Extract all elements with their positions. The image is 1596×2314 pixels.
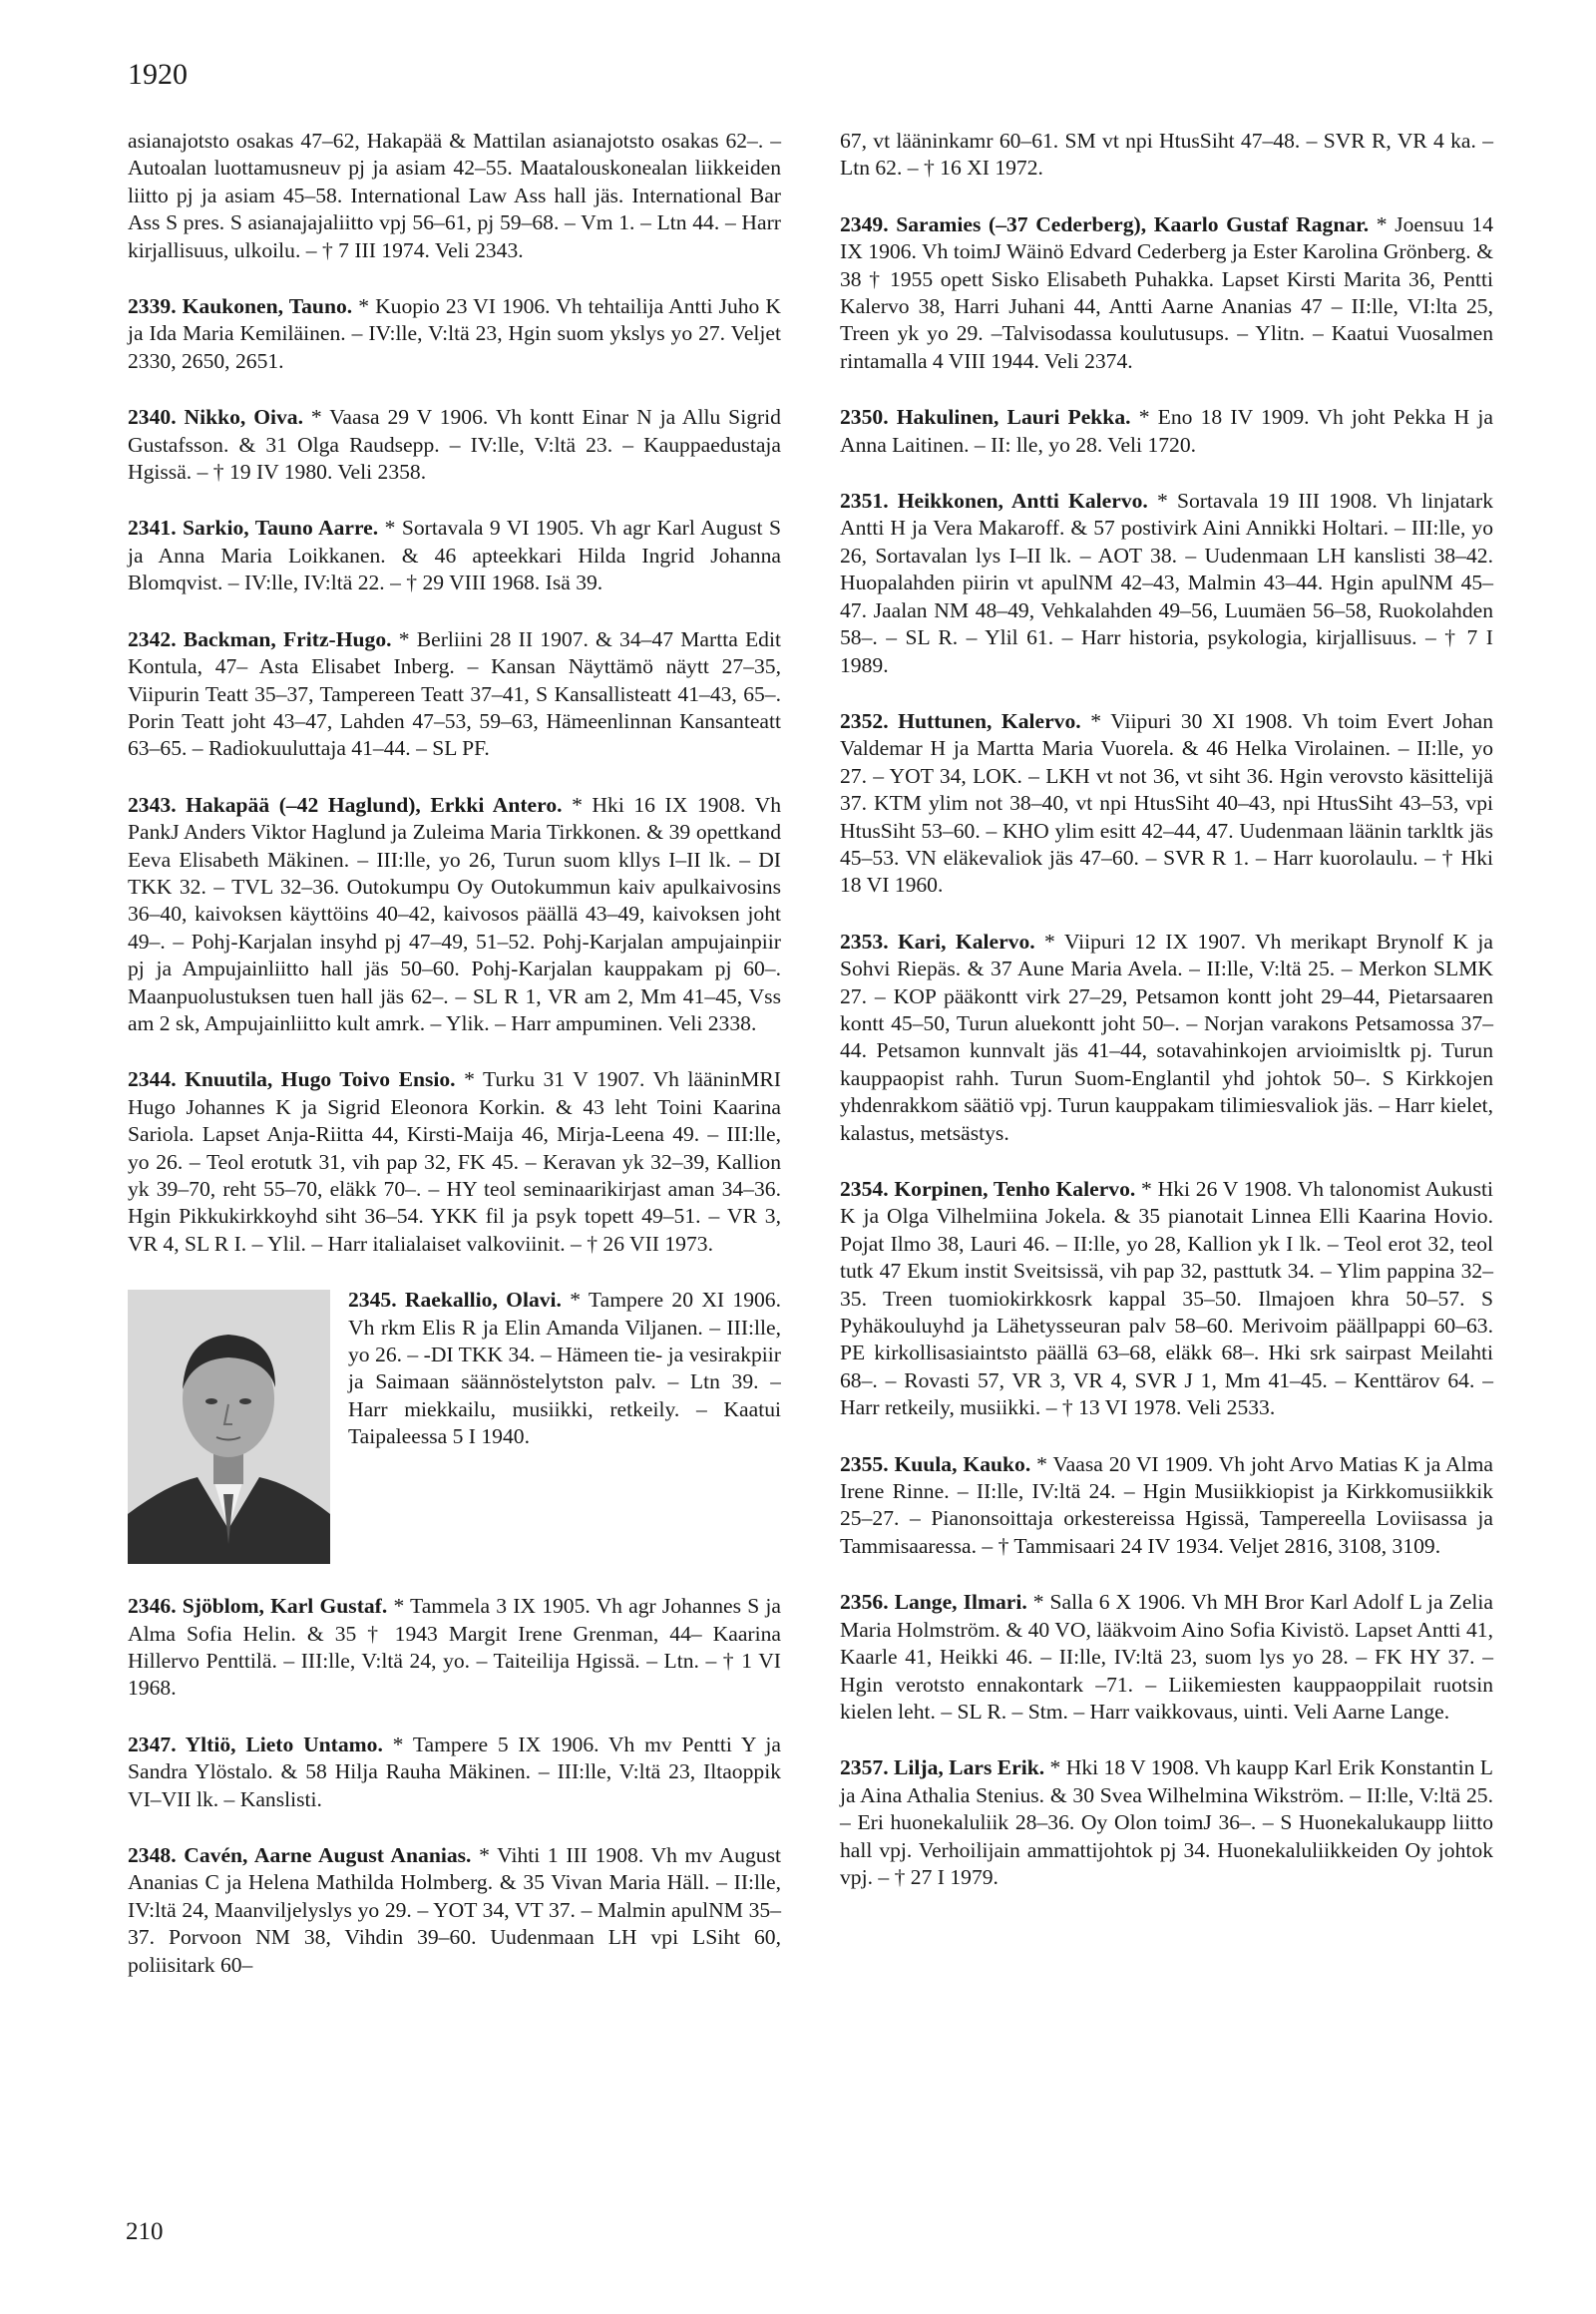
entry-body: * Tammela 3 IX 1905. Vh agr Johannes S ja Alma Sofia Helin. & 35 † 1943 Margit Irene Grenman, 44– Kaarina Hillervo Penttilä. – III:lle, V:ltä 24, yo. – Taiteilija Hgissä. – Ltn. – † 1 VI 1968.	[128, 1594, 781, 1701]
entry-heading: 2349. Saramies (–37 Cederberg), Kaarlo Gustaf Ragnar.	[840, 211, 1370, 236]
entry-heading: 2344. Knuutila, Hugo Toivo Ensio.	[128, 1067, 456, 1092]
entry-body: * Berliini 28 II 1907. & 34–47 Martta Edit Kontula, 47– Asta Elisabet Inberg. – Kansan Näyttämö näytt 27–35, Viipurin Teatt 35–37, Tampereen Teatt 37–41, S Kansallisteatt 41–43, 65–. Porin Teatt joht 43–47, Lahden 47–53, 59–63, Hämeenlinnan Kansanteatt 63–65. – Radiokuuluttaja 41–44. – SL PF.	[128, 626, 781, 761]
entry-2347	[128, 1732, 781, 1813]
entry-body: 67, vt lääninkamr 60–61. SM vt npi HtusSiht 47–48. – SVR R, VR 4 ka. – Ltn 62. – † 16 XI 1972.	[840, 129, 1493, 181]
entry-heading: 2343. Hakapää (–42 Haglund), Erkki Antero.	[128, 792, 563, 817]
entry-heading: 2341. Sarkio, Tauno Aarre.	[128, 516, 379, 541]
entry-2346	[128, 1593, 781, 1703]
entry-2352	[840, 708, 1493, 900]
entry-heading: 2339. Kaukonen, Tauno.	[128, 294, 353, 319]
entry-body: * Turku 31 V 1907. Vh lääninMRI Hugo Johannes K ja Sigrid Eleonora Korkin. & 43 leht Toini Kaarina Sariola. Lapset Anja-Riitta 44, Kirsti-Maija 46, Mirja-Leena 49. – III:lle, yo 26. – Teol erotutk 31, vih pap 32, FK 45. – Keravan yk 32–39, Kallion yk 39–70, reht 55–70, eläkk 70–. – HY teol seminaarikirjast aman 34–36. Hgin Pikkukirkkoyhd siht 36–54. YKK fil ja psyk topett 49–51. – VR 3, VR 4, SL R I. – Ylil. – Harr italialaiset valkoviinit. – † 26 VII 1973.	[128, 1067, 781, 1256]
entry-body: * Hki 18 V 1908. Vh kaupp Karl Erik Konstantin L ja Aina Athalia Stenius. & 30 Svea Wilhelmina Wikström. – II:lle, V:ltä 25. – Eri huonekaluliik 28–36. Oy Olon toimJ 36–. – S Huonekalukaupp liitto hall vpj. Verhoilijain ammattijohtok pj 34. Huonekaluliikkeiden Oy johtok vpj. – † 27 I 1979.	[840, 1755, 1493, 1889]
entry-body: * Kuopio 23 VI 1906. Vh tehtailija Antti Juho K ja Ida Maria Kemiläinen. – IV:lle, V:ltä 23, Hgin suom ykslys yo 27. Veljet 2330, 2650, 2651.	[128, 294, 781, 373]
portrait-photo	[128, 1290, 330, 1564]
entry-body: * Joensuu 14 IX 1906. Vh toimJ Wäinö Edvard Cederberg ja Ester Karolina Grönberg. & 38 † 1955 opett Sisko Elisabeth Puhakka. Lapset Kirsti Marita 36, Pentti Kalervo 38, Harri Juhani 44, Antti Aarne Ananias 47 – II:lle, VI:lta 25, Treen yk yo 29. –Talvisodassa koulutusups. – Ylitn. – Kaatui Vuosalmen rintamalla 4 VIII 1944. Veli 2374.	[840, 211, 1493, 373]
entry-body: * Sortavala 9 VI 1905. Vh agr Karl August S ja Anna Maria Loikkanen. & 46 apteekkari Hilda Ingrid Johanna Blomqvist. – IV:lle, IV:ltä 22. – † 29 VIII 1968. Isä 39.	[128, 516, 781, 595]
entry-2341	[128, 515, 781, 596]
entry-body: * Sortavala 19 III 1908. Vh linjatark Antti H ja Vera Makaroff. & 57 postivirk Aini Annikki Holtari. – III:lle, yo 26, Sortavalan lys I–II lk. – AOT 38. – Uudenmaan LH kanslisti 38–42. Huopalahden piirin vt apulNM 42–43, Malmin 43–44. Hgin apulNM 45–47. Jaalan NM 48–49, Vehkalahden 49–56, Luumäen 56–58, Ruokolahden 58–. – SL R. – Ylil 61. – Harr historia, psykologia, kirjallisuus. – † 7 I 1989.	[840, 489, 1494, 677]
entry-body: * Tampere 5 IX 1906. Vh mv Pentti Y ja Sandra Ylöstalo. & 58 Hilja Rauha Mäkinen. – III:lle, V:ltä 23, Iltaoppik VI–VII lk. – Kanslisti.	[128, 1732, 781, 1811]
entry-body: * Vaasa 29 V 1906. Vh kontt Einar N ja Allu Sigrid Gustafsson. & 31 Olga Raudsepp. – IV:lle, V:ltä 23. – Kauppaedustaja Hgissä. – † 19 IV 1980. Veli 2358.	[128, 405, 781, 485]
entry-heading: 2351. Heikkonen, Antti Kalervo.	[840, 489, 1148, 514]
entry-body: * Viipuri 12 IX 1907. Vh merikapt Brynolf K ja Sohvi Riepäs. & 37 Aune Maria Avela. – II:lle, V:ltä 25. – Merkon SLMK 27. – KOP pääkontt virk 27–29, Petsamon kontt joht 29–44, Pietarsaaren kontt 45–50, Turun aluekontt joht 50–. – Norjan varakons Petsamossa 37–44. Petsamon kunnvalt jäs 41–44, sotavahinkojen arvioimisltk pj. Turun kauppaopist rahh. Turun Suom-Englantil yhd johtok 50–. S Kirkkojen yhdenrakkom säätiö vpj. Turun kauppakam tilimiesvaliok jäs. – Harr kielet, kalastus, metsästys.	[840, 929, 1493, 1145]
entry-2343	[128, 792, 781, 1038]
portrait-photo-icon	[128, 1290, 330, 1564]
entry-heading: 2350. Hakulinen, Lauri Pekka.	[840, 405, 1131, 430]
entry-2345	[128, 1287, 781, 1564]
right-column	[840, 128, 1493, 1920]
entry-2354	[840, 1176, 1493, 1422]
entry-heading: 2347. Yltiö, Lieto Untamo.	[128, 1732, 383, 1756]
entry-2342	[128, 626, 781, 763]
entry-body: * Salla 6 X 1906. Vh MH Bror Karl Adolf L ja Zelia Maria Holmström. & 40 VO, lääkvoim Aino Sofia Kivistö. Lapset Antti 41, Kaarle 41, Heikki 46. – II:lle, IV:ltä 23, suom lys yo 28. – FK HY 37. – Hgin verotsto ennakontark –71. – Liikemiesten kauppaoppilait ruotsin kielen leht. – SL R. – Stm. – Harr vaikkovaus, uinti. Veli Aarne Lange.	[840, 1590, 1493, 1724]
entry-2355	[840, 1451, 1493, 1561]
entry-heading: 2356. Lange, Ilmari.	[840, 1590, 1027, 1615]
entry-continuation	[840, 128, 1493, 183]
entry-2344	[128, 1066, 781, 1258]
entry-2357	[840, 1754, 1493, 1891]
entry-heading: 2354. Korpinen, Tenho Kalervo.	[840, 1177, 1136, 1201]
entry-heading: 2348. Cavén, Aarne August Ananias.	[128, 1843, 472, 1868]
entry-heading: 2340. Nikko, Oiva.	[128, 405, 303, 430]
left-column	[128, 128, 781, 2008]
entry-body: * Eno 18 IV 1909. Vh joht Pekka H ja Anna Laitinen. – II: lle, yo 28. Veli 1720.	[840, 405, 1493, 457]
page-year-header: 1920	[128, 58, 188, 91]
entry-heading: 2355. Kuula, Kauko.	[840, 1451, 1031, 1476]
entry-body: asianajotsto osakas 47–62, Hakapää & Mattilan asianajotsto osakas 62–. – Autoalan luottamusneuv pj ja asiam 42–55. Maatalouskonealan liikkeiden liitto pj ja asiam 45–58. International Law Ass hall jäs. International Bar Ass S pres. S asianajajaliitto vpj 56–61, pj 59–68. – Vm 1. – Ltn 44. – Harr kirjallisuus, ulkoilu. – † 7 III 1974. Veli 2343.	[128, 129, 781, 262]
entry-2350	[840, 404, 1493, 459]
entry-body: * Vihti 1 III 1908. Vh mv August Ananias C ja Helena Mathilda Holmberg. & 35 Vivan Maria Häll. – II:lle, IV:ltä 24, Maanviljelyslys yo 29. – YOT 34, VT 37. – Malmin apulNM 35–37. Porvoon NM 38, Vihdin 39–60. Uudenmaan LH vpi LSiht 60, poliisitark 60–	[128, 1843, 781, 1977]
entry-heading: 2352. Huttunen, Kalervo.	[840, 708, 1081, 733]
entry-body: * Tampere 20 XI 1906. Vh rkm Elis R ja Elin Amanda Viljanen. – III:lle, yo 26. – -DI TKK 34. – Hämeen tie- ja vesirakpiir ja Saimaan säännöstelytston palv. – Ltn 39. – Harr miekkailu, musiikki, retkeily. – Kaatui Taipaleessa 5 I 1940.	[348, 1288, 781, 1449]
entry-body: * Hki 26 V 1908. Vh talonomist Aukusti K ja Olga Vilhelmiina Jokela. & 35 pianotait Linnea Elli Kaarina Hovio. Pojat Ilmo 38, Lauri 46. – II:lle, yo 28, Kallion yk I lk. – Teol erot 32, teol tutk 47 Ekum instit Sveitsissä, vih pap 32, pasttutk 34. – Ylim pappina 32–35. Treen tuomiokirkkosrk kappal 35–50. Ilmajoen khra 50–57. S Pyhäkouluyhd ja Lähetysseuran palv 58–60. Merivoim päällpappi 60–63. PE kirkollisasiaintsto päällä 63–68, eläkk 68–. Hki srk sairpast Meilahti 68–. – Rovasti 57, VR 3, VR 4, SVR J 1, Mm 41–45. – Kenttärov 64. – Harr retkeily, musiikki. – † 13 VI 1978. Veli 2533.	[840, 1177, 1493, 1420]
entry-heading: 2357. Lilja, Lars Erik.	[840, 1755, 1045, 1780]
entry-heading: 2345. Raekallio, Olavi.	[348, 1288, 562, 1313]
entry-body: * Viipuri 30 XI 1908. Vh toim Evert Johan Valdemar H ja Martta Maria Vuorela. & 46 Helka Virolainen. – II:lle, yo 27. – YOT 34, LOK. – LKH vt not 36, vt siht 36. Hgin verovsto käsittelijä 37. KTM ylim not 38–40, vt npi HtusSiht 40–43, npi HtusSiht 43–53, vpi HtusSiht 53–60. – KHO ylim esitt 42–44, 47. Uudenmaan läänin tarkltk jäs 45–53. VN eläkevaliok jäs 47–60. – SVR R 1. – Harr kuorolaulu. – † Hki 18 VI 1960.	[840, 708, 1493, 898]
entry-2349	[840, 211, 1493, 375]
entry-heading: 2353. Kari, Kalervo.	[840, 929, 1035, 954]
entry-2356	[840, 1589, 1493, 1726]
entry-continuation	[128, 128, 781, 264]
entry-2348	[128, 1842, 781, 1979]
entry-2340	[128, 404, 781, 486]
entry-heading: 2346. Sjöblom, Karl Gustaf.	[128, 1594, 388, 1619]
entry-2351	[840, 488, 1493, 679]
page-number: 210	[126, 2218, 164, 2245]
entry-2339	[128, 293, 781, 375]
entry-heading: 2342. Backman, Fritz-Hugo.	[128, 626, 392, 651]
entry-2353	[840, 929, 1493, 1147]
entry-body: * Vaasa 20 VI 1909. Vh joht Arvo Matias K ja Alma Irene Rinne. – II:lle, IV:ltä 24. – Hgin Musiikkiopist ja Kirkkomusiikkik 25–27. – Pianonsoittaja orkestereissa Hgissä, Tampereella Loviisassa ja Tammisaaressa. – † Tammisaari 24 IV 1934. Veljet 2816, 3108, 3109.	[840, 1451, 1494, 1558]
entry-body: * Hki 16 IX 1908. Vh PankJ Anders Viktor Haglund ja Zuleima Maria Tirkkonen. & 39 opettkand Eeva Elisabeth Mäkinen. – III:lle, yo 26, Turun suom kllys I–II lk. – DI TKK 32. – TVL 32–36. Outokumpu Oy Outokummun kaiv apulkaivosins 36–40, kaivoksen käyttöins 40–42, kaivosos päällä 43–49, kaivoksen joht 49–. – Pohj-Karjalan insyhd pj 47–49, 51–52. Pohj-Karjalan ampujainpiir pj ja Ampujainliitto hall jäs 50–60. Pohj-Karjalan kauppakam pj 60–. Maanpuolustuksen tuen hall jäs 62–. – SL R 1, VR am 2, Mm 41–45, Vss am 2 sk, Ampujainliitto kult amrk. – Ylik. – Harr ampuminen. Veli 2338.	[128, 792, 781, 1035]
